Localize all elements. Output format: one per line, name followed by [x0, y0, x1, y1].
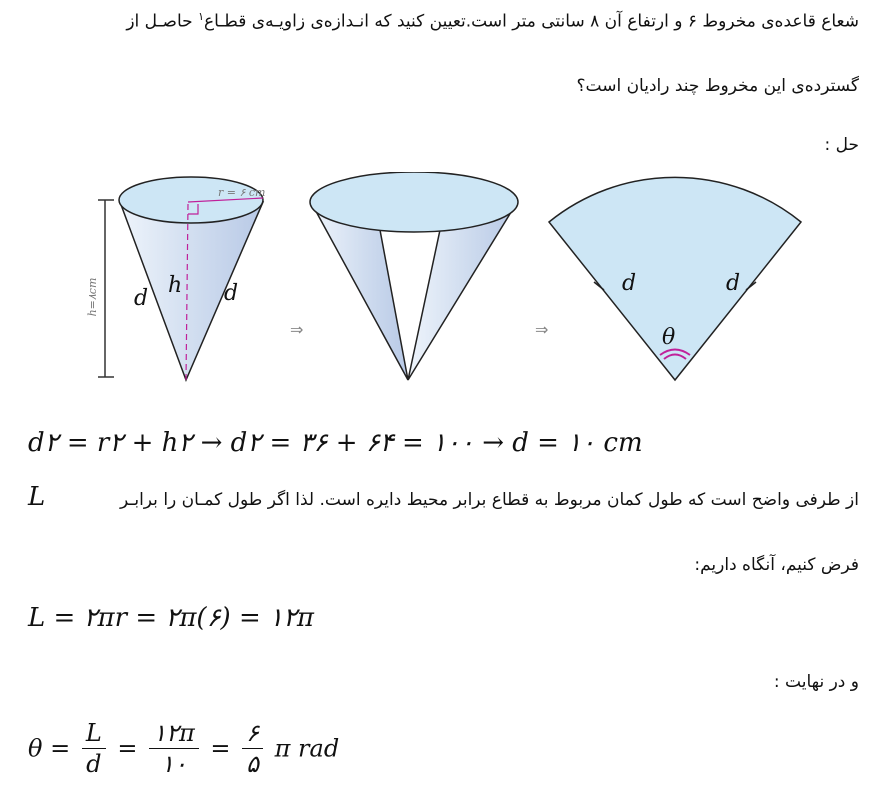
- solution-label: حل :: [824, 135, 859, 155]
- fraction-1-denominator: d: [86, 750, 102, 778]
- fraction-2-numerator: ۱۲π: [149, 718, 199, 749]
- arrow-2: ⇒: [535, 320, 549, 339]
- cone-2: [310, 172, 518, 380]
- paragraph-line-2: فرض کنیم، آنگاه داریم:: [694, 555, 859, 575]
- equation-tail: π rad: [274, 734, 340, 763]
- radius-label: r = ۶ cm: [218, 186, 266, 199]
- fraction-6-over-5: [242, 718, 263, 779]
- cone-1: [119, 177, 265, 380]
- sector-d-left-label: d: [622, 271, 637, 296]
- cone-d-right-label: d: [224, 281, 239, 306]
- equation-1: d۲ = r۲ + h۲ → d۲ = ۳۶ + ۶۴ = ۱۰۰ → d = ۱۰ cm: [28, 428, 643, 458]
- paragraph-line-1: [120, 490, 859, 510]
- problem-text: شعاع قاعده‌ی مخروط ۶ و ارتفاع آن ۸ سانتی متر است.تعیین کنید که انـدازه‌ی زاویـه‌ی قطـاع: [203, 11, 859, 32]
- arrow-1: ⇒: [290, 320, 304, 339]
- height-label: h=۸cm: [86, 277, 99, 317]
- equation-2: L = ۲πr = ۲π(۶) = ۱۲π: [28, 603, 315, 633]
- fraction-12pi-over-10: [149, 718, 199, 779]
- cone-figure: [80, 172, 820, 392]
- final-label: و در نهایت :: [773, 672, 859, 692]
- fraction-L-over-d: [82, 718, 106, 779]
- footnote-marker: ۱: [198, 10, 204, 23]
- cone-h-label: h: [168, 273, 183, 298]
- fraction-1-numerator: L: [82, 718, 106, 749]
- sector-d-right-label: d: [726, 271, 741, 296]
- sector-shape: [549, 177, 801, 380]
- problem-line-1: [126, 10, 859, 32]
- fraction-3-denominator: ۵: [246, 750, 259, 778]
- paragraph-text: از طرفی واضح است که طول کمان مربوط به قطاع برابر محیط دایره است. لذا اگر طول کمـان را برابـر: [119, 490, 859, 510]
- fraction-2-denominator: ۱۰: [161, 750, 187, 778]
- equals-sign-2: =: [210, 734, 231, 763]
- variable-L: L: [28, 482, 46, 512]
- equals-sign-1: =: [117, 734, 138, 763]
- height-dimension: [86, 200, 114, 377]
- fraction-3-numerator: ۶: [242, 718, 263, 749]
- problem-line-2: گسترده‌ی این مخروط چند رادیان است؟: [576, 76, 859, 96]
- theta-label: θ: [662, 325, 676, 350]
- problem-text-end: حاصـل از: [126, 11, 193, 32]
- equation-3: [28, 718, 339, 779]
- cone-d-left-label: d: [134, 286, 149, 311]
- theta-lhs: θ =: [28, 734, 71, 763]
